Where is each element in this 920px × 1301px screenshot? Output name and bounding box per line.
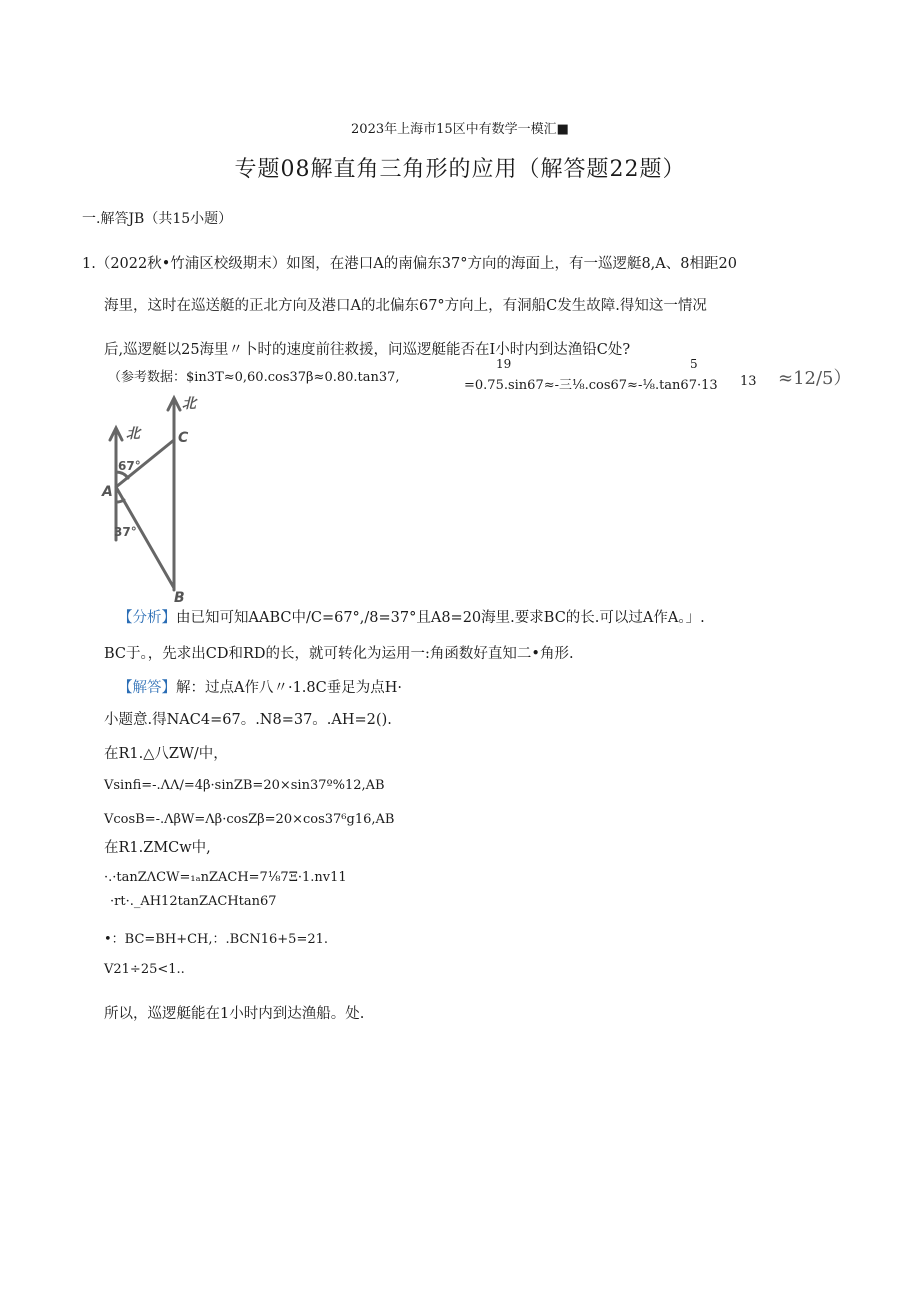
solution-line-5: 在R1.ZMCw中, [104, 840, 211, 856]
page-title: 专题08解直角三角形的应用（解答题22题） [234, 157, 686, 182]
solution-line-7: ·rt·._AH12tanZACHtan67 [110, 894, 277, 909]
angle-37-label: 37° [114, 525, 137, 539]
problem-line-3: 后,巡逻艇以25海里〃卜时的速度前往救援，问巡逻艇能否在I小时内到达渔铅C处? [104, 342, 631, 358]
north-label-b: 北 [182, 396, 196, 412]
north-label-a: 北 [126, 426, 140, 442]
angle-67-label: 67° [118, 459, 141, 473]
reference-sup-5: 5 [690, 357, 698, 371]
analysis-text: 由已知可知AABC中/C=67°,/8=37°且A8=20海里.要求BC的长.可以过A作A。」. [176, 610, 705, 626]
solution-line-3: Vsinfi=-.ΛΛ∕=4β·sinZB=20×sin37º%12,AB [104, 778, 385, 793]
answer-text: 解：过点A作八〃·1.8C垂足为点H· [176, 680, 402, 696]
solution-line-2: 在R1.△八ZW/中， [104, 746, 228, 762]
reference-fraction: ≈12/5） [778, 368, 852, 389]
problem-line-2: 海里，这时在巡送艇的正北方向及港口A的北偏东67°方向上，有洞船C发生故障.得知这一情况 [104, 298, 707, 314]
point-c-label: C [178, 430, 189, 446]
analysis-line-2: BC于。，先求出CD和RD的长，就可转化为运用一:角函数好直知二•角形. [104, 646, 574, 662]
analysis-line-1 [118, 606, 705, 627]
point-a-label: A [102, 484, 113, 500]
point-b-label: B [174, 590, 185, 605]
problem-line-1: 1.（2022秋•竹浦区校级期末）如图，在港口A的南偏东37°方向的海面上，有一巡逻艇8,A、8相距20 [82, 256, 737, 272]
solution-line-1: 小题意.得NAC4=67。.N8=37。.AH=2(). [104, 712, 392, 728]
answer-tag: 【解答】 [118, 680, 176, 696]
triangle-diagram [100, 390, 210, 605]
section-heading: 一.解答JB（共15小题） [82, 211, 233, 227]
doc-header: 2023年上海市15区中有数学一模汇■ [351, 122, 569, 137]
reference-13: 13 [740, 374, 757, 389]
reference-sup-19: 19 [496, 357, 512, 371]
solution-line-4: VcosB=-.ΛβW=Λβ·cosZβ=20×cos37⁶g16,AB [104, 812, 395, 827]
reference-data-left: （参考数据：$in3T≈0,60.cos37β≈0.80.tan37, [108, 370, 400, 385]
solution-line-9: V21÷25<1.. [104, 962, 185, 977]
solution-line-6: ·.·tanZΛCW=₁ₐnZACH=7⅛7Ξ·1.nv11 [104, 870, 347, 885]
solution-conclusion: 所以，巡逻艇能在1小时内到达渔船。处. [104, 1006, 365, 1022]
solution-line-8: •：BC=BH+CH,：.BCN16+5=21. [104, 932, 329, 947]
answer-line [118, 676, 402, 697]
analysis-tag: 【分析】 [118, 610, 176, 626]
reference-data-mid: =0.75.sin67≈-三⅛.cos67≈-⅛.tan67·13 [464, 378, 718, 393]
